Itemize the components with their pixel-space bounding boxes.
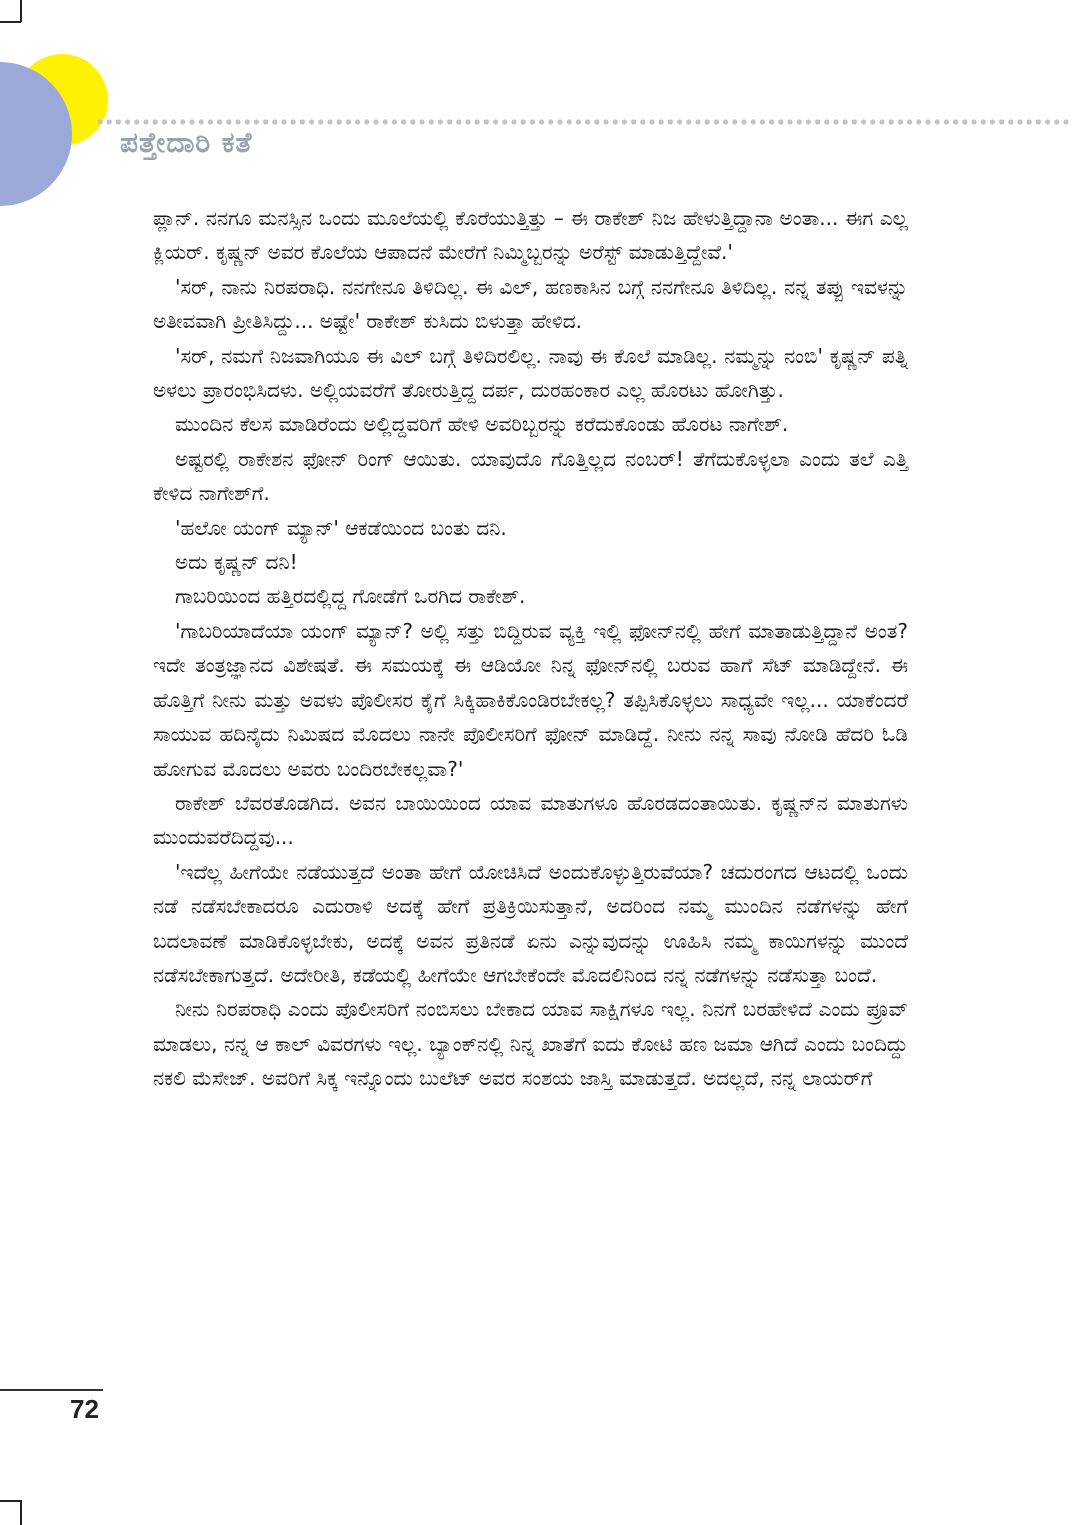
divider-dot <box>300 119 305 124</box>
divider-dot <box>787 119 792 124</box>
divider-dot <box>668 119 673 124</box>
divider-dot <box>134 119 139 124</box>
divider-dot <box>705 119 710 124</box>
divider-dot <box>281 119 286 124</box>
divider-dot <box>373 119 378 124</box>
divider-dot <box>852 119 857 124</box>
divider-dot <box>383 119 388 124</box>
divider-dot <box>263 119 268 124</box>
divider-dot <box>153 119 158 124</box>
paragraph: 'ಇದೆಲ್ಲ ಹೀಗೆಯೇ ನಡೆಯುತ್ತದೆ ಅಂತಾ ಹೇಗೆ ಯೋಚಿಸಿದೆ ಅಂದುಕೊಳ್ಳುತ್ತಿರುವೆಯಾ? ಚದುರಂಗದ ಆಟದಲ್ಲಿ ಒಂದು ನಡೆ ನಡೆಸಬೇಕಾದರೂ ಎದುರಾಳಿ ಅದಕ್ಕೆ ಹೇಗೆ ಪ್ರತಿಕ್ರಿಯಿಸುತ್ತಾನೆ, ಅದರಿಂದ ನಮ್ಮ ಮುಂದಿನ ನಡೆಗಳನ್ನು ಹೇಗೆ ಬದಲಾವಣೆ ಮಾಡಿಕೊಳ್ಳಬೇಕು, ಅದಕ್ಕೆ ಅವನ ಪ್ರತಿನಡೆ ಏನು ಎನ್ನುವುದನ್ನು ಊಹಿಸಿ ನಮ್ಮ ಕಾಯಿಗಳನ್ನು ಮುಂದೆ ನಡೆಸಬೇಕಾಗುತ್ತದೆ. ಅದೇರೀತಿ, ಕಡೆಯಲ್ಲಿ ಹೀಗೆಯೇ ಆಗಬೇಕೆಂದೇ ಮೊದಲಿನಿಂದ ನನ್ನ ನಡೆಗಳನ್ನು ನಡೆಸುತ್ತಾ ಬಂದೆ. <box>153 859 908 987</box>
paragraph: 'ಸರ್, ನಾನು ನಿರಪರಾಧಿ. ನನಗೇನೂ ತಿಳಿದಿಲ್ಲ. ಈ ವಿಲ್, ಹಣಕಾಸಿನ ಬಗ್ಗೆ ನನಗೇನೂ ತಿಳಿದಿಲ್ಲ. ನನ್ನ ತಪ್ಪು ಇವಳನ್ನು ಅತೀವವಾಗಿ ಪ್ರೀತಿಸಿದ್ದು... ಅಷ್ಟೇ' ರಾಕೇಶ್ ಕುಸಿದು ಬಿಳುತ್ತಾ ಹೇಳಿದ. <box>153 274 908 334</box>
divider-dot <box>401 119 406 124</box>
divider-dot <box>493 119 498 124</box>
divider-dot <box>272 119 277 124</box>
divider-dot <box>732 119 737 124</box>
divider-dot <box>199 119 204 124</box>
divider-dot <box>327 119 332 124</box>
paragraph: ಗಾಬರಿಯಿಂದ ಹತ್ತಿರದಲ್ಲಿದ್ದ ಗೋಡೆಗೆ ಒರಗಿದ ರಾಕೇಶ್. <box>175 584 526 609</box>
divider-dot <box>162 119 167 124</box>
divider-dot <box>594 119 599 124</box>
divider-dot <box>833 119 838 124</box>
divider-dot <box>116 119 121 124</box>
divider-dot <box>1027 119 1032 124</box>
story-body <box>153 201 908 1096</box>
divider-dot <box>475 119 480 124</box>
divider-dot <box>806 119 811 124</box>
paragraph: ನೀನು ನಿರಪರಾಧಿ ಎಂದು ಪೊಲೀಸರಿಗೆ ನಂಬಿಸಲು ಬೇಕಾದ ಯಾವ ಸಾಕ್ಷಿಗಳೂ ಇಲ್ಲ. ನಿನಗೆ ಬರಹೇಳಿದೆ ಎಂದು ಪ್ರೂವ್ ಮಾಡಲು, ನನ್ನ ಆ ಕಾಲ್ ವಿವರಗಳು ಇಲ್ಲ. ಬ್ಯಾಂಕ್‌ನಲ್ಲಿ ನಿನ್ನ ಖಾತೆಗೆ ಐದು ಕೋಟಿ ಹಣ ಜಮಾ ಆಗಿದೆ ಎಂದು ಬಂದಿದ್ದು ನಕಲಿ ಮೆಸೇಜ್. ಅವರಿಗೆ ಸಿಕ್ಕ ಇನ್ನೊಂದು ಬುಲೆಟ್ ಅವರ ಸಂಶಯ ಜಾಸ್ತಿ ಮಾಡುತ್ತದೆ. ಅದಲ್ಲದೆ, ನನ್ನ ಲಾಯರ್‌ಗೆ <box>153 997 908 1091</box>
divider-dot <box>189 119 194 124</box>
divider-dot <box>815 119 820 124</box>
divider-dot <box>769 119 774 124</box>
divider-dot <box>907 119 912 124</box>
divider-dot <box>751 119 756 124</box>
divider-dot <box>981 119 986 124</box>
divider-dot <box>346 119 351 124</box>
divider-dot <box>879 119 884 124</box>
divider-dot <box>1045 119 1050 124</box>
divider-dot <box>649 119 654 124</box>
divider-dot <box>355 119 360 124</box>
divider-dot <box>392 119 397 124</box>
crop-mark-bottom-left-horizontal <box>0 1500 21 1502</box>
divider-dot <box>567 119 572 124</box>
divider-dot <box>447 119 452 124</box>
divider-dot <box>925 119 930 124</box>
divider-dot <box>484 119 489 124</box>
divider-dot <box>723 119 728 124</box>
divider-dot <box>843 119 848 124</box>
divider-dot <box>760 119 765 124</box>
divider-dot <box>245 119 250 124</box>
divider-dot <box>898 119 903 124</box>
decorative-circles <box>0 0 160 220</box>
divider-dot <box>410 119 415 124</box>
divider-dot <box>456 119 461 124</box>
divider-dot <box>125 119 130 124</box>
paragraph: ಅಷ್ಟರಲ್ಲಿ ರಾಕೇಶನ ಫೋನ್ ರಿಂಗ್ ಆಯಿತು. ಯಾವುದೊ ಗೊತ್ತಿಲ್ಲದ ನಂಬರ್! ತೆಗೆದುಕೊಳ್ಳಲಾ ಎಂದು ತಲೆ ಎತ್ತಿ ಕೇಳಿದ ನಾಗೇಶ್‌ಗೆ. <box>153 446 908 506</box>
divider-dot <box>548 119 553 124</box>
divider-dot <box>990 119 995 124</box>
divider-dot <box>429 119 434 124</box>
divider-dot <box>603 119 608 124</box>
divider-dot <box>935 119 940 124</box>
divider-dot <box>1017 119 1022 124</box>
divider-dot <box>107 119 112 124</box>
divider-dot <box>1054 119 1059 124</box>
divider-dot <box>254 119 259 124</box>
divider-dot <box>97 119 102 124</box>
divider-dot <box>861 119 866 124</box>
divider-dot <box>962 119 967 124</box>
divider-dot <box>999 119 1004 124</box>
divider-dot <box>226 119 231 124</box>
divider-dot <box>291 119 296 124</box>
divider-dot <box>217 119 222 124</box>
divider-dot <box>576 119 581 124</box>
paragraph: 'ಸರ್, ನಮಗೆ ನಿಜವಾಗಿಯೂ ಈ ವಿಲ್ ಬಗ್ಗೆ ತಿಳಿದಿರಲಿಲ್ಲ. ನಾವು ಈ ಕೊಲೆ ಮಾಡಿಲ್ಲ. ನಮ್ಮನ್ನು ನಂಬಿ' ಕೃಷ್ಣನ್ ಪತ್ನಿ ಅಳಲು ಪ್ರಾರಂಭಿಸಿದಳು. ಅಲ್ಲಿಯವರೆಗೆ ತೋರುತ್ತಿದ್ದ ದರ್ಪ, ದುರಹಂಕಾರ ಎಲ್ಲ ಹೊರಟು ಹೋಗಿತ್ತು. <box>153 343 908 403</box>
divider-dot <box>364 119 369 124</box>
divider-dot <box>171 119 176 124</box>
divider-dot <box>686 119 691 124</box>
divider-dot <box>916 119 921 124</box>
divider-dot <box>889 119 894 124</box>
divider-dot <box>631 119 636 124</box>
divider-dot <box>640 119 645 124</box>
divider-dot <box>337 119 342 124</box>
divider-dot <box>539 119 544 124</box>
divider-dot <box>695 119 700 124</box>
divider-dot <box>511 119 516 124</box>
paragraph: 'ಹಲೋ ಯಂಗ್ ಮ್ಯಾನ್' ಆಕಡೆಯಿಂದ ಬಂತು ದನಿ. <box>175 515 507 540</box>
divider-dot <box>419 119 424 124</box>
divider-dot <box>465 119 470 124</box>
paragraph: 'ಗಾಬರಿಯಾದೆಯಾ ಯಂಗ್ ಮ್ಯಾನ್? ಅಲ್ಲಿ ಸತ್ತು ಬಿದ್ದಿರುವ ವ್ಯಕ್ತಿ ಇಲ್ಲಿ ಫೋನ್‌ನಲ್ಲಿ ಹೇಗೆ ಮಾತಾಡುತ್ತಿದ್ದಾನೆ ಅಂತ? ಇದೇ ತಂತ್ರಜ್ಞಾನದ ವಿಶೇಷತೆ. ಈ ಸಮಯಕ್ಕೆ ಈ ಆಡಿಯೋ ನಿನ್ನ ಫೋನ್‌ನಲ್ಲಿ ಬರುವ ಹಾಗೆ ಸೆಟ್ ಮಾಡಿದ್ದೇನೆ. ಈ ಹೊತ್ತಿಗೆ ನೀನು ಮತ್ತು ಅವಳು ಪೊಲೀಸರ ಕೈಗೆ ಸಿಕ್ಕಿಹಾಕಿಕೊಂಡಿರಬೇಕಲ್ಲ? ತಪ್ಪಿಸಿಕೊಳ್ಳಲು ಸಾಧ್ಯವೇ ಇಲ್ಲ... ಯಾಕೆಂದರೆ ಸಾಯುವ ಹದಿನೈದು ನಿಮಿಷದ ಮೊದಲು ನಾನೇ ಪೊಲೀಸರಿಗೆ ಫೋನ್ ಮಾಡಿದ್ದೆ. ನೀನು ನನ್ನ ಸಾವು ನೋಡಿ ಹೆದರಿ ಓಡಿ ಹೋಗುವ ಮೊದಲು ಅವರು ಬಂದಿರಬೇಕಲ್ಲವಾ?' <box>153 618 908 781</box>
divider-dot <box>613 119 618 124</box>
divider-dot <box>870 119 875 124</box>
divider-dot <box>235 119 240 124</box>
divider-dot <box>557 119 562 124</box>
divider-dot <box>677 119 682 124</box>
divider-dot <box>530 119 535 124</box>
divider-dot <box>953 119 958 124</box>
paragraph: ಮುಂದಿನ ಕೆಲಸ ಮಾಡಿರೆಂದು ಅಲ್ಲಿದ್ದವರಿಗೆ ಹೇಳಿ ಅವರಿಬ್ಬರನ್ನು ಕರೆದುಕೊಂಡು ಹೊರಟ ನಾಗೇಶ್. <box>175 412 789 437</box>
divider-dot <box>521 119 526 124</box>
divider-dot <box>309 119 314 124</box>
divider-dot <box>659 119 664 124</box>
divider-dot <box>180 119 185 124</box>
divider-dot <box>208 119 213 124</box>
divider-dot <box>438 119 443 124</box>
divider-dot <box>1036 119 1041 124</box>
divider-dot <box>622 119 627 124</box>
divider-dot <box>778 119 783 124</box>
crop-mark-bottom-left-vertical <box>20 1500 22 1525</box>
divider-dot <box>318 119 323 124</box>
divider-dot <box>585 119 590 124</box>
paragraph: ರಾಕೇಶ್ ಬೆವರತೊಡಗಿದ. ಅವನ ಬಾಯಿಯಿಂದ ಯಾವ ಮಾತುಗಳೂ ಹೊರಡದಂತಾಯಿತು. ಕೃಷ್ಣನ್‌ನ ಮಾತುಗಳು ಮುಂದುವರೆದಿದ್ದವು... <box>153 790 908 850</box>
divider-dot <box>714 119 719 124</box>
paragraph: ಅದು ಕೃಷ್ಣನ್ ದನಿ! <box>175 550 298 575</box>
divider-dot <box>741 119 746 124</box>
section-title: ಪತ್ತೇದಾರಿ ಕತೆ <box>120 126 253 159</box>
divider-dot <box>797 119 802 124</box>
divider-dot <box>1008 119 1013 124</box>
divider-dot <box>502 119 507 124</box>
page-number: 72 <box>70 1394 99 1424</box>
divider-dot <box>824 119 829 124</box>
divider-dot <box>143 119 148 124</box>
paragraph: ಪ್ಲಾನ್. ನನಗೂ ಮನಸ್ಸಿನ ಒಂದು ಮೂಲೆಯಲ್ಲಿ ಕೊರೆಯುತ್ತಿತ್ತು – ಈ ರಾಕೇಶ್ ನಿಜ ಹೇಳುತ್ತಿದ್ದಾನಾ ಅಂತಾ... ಈಗ ಎಲ್ಲ ಕ್ಲಿಯರ್. ಕೃಷ್ಣನ್ ಅವರ ಕೊಲೆಯ ಆಪಾದನೆ ಮೇರೆಗೆ ನಿಮ್ಮಿಬ್ಬರನ್ನು ಅರೆಸ್ಟ್ ಮಾಡುತ್ತಿದ್ದೇವೆ.' <box>153 206 908 265</box>
divider-dot <box>944 119 949 124</box>
divider-dot <box>1063 119 1068 124</box>
footer-rule <box>0 1389 103 1391</box>
divider-dot <box>971 119 976 124</box>
